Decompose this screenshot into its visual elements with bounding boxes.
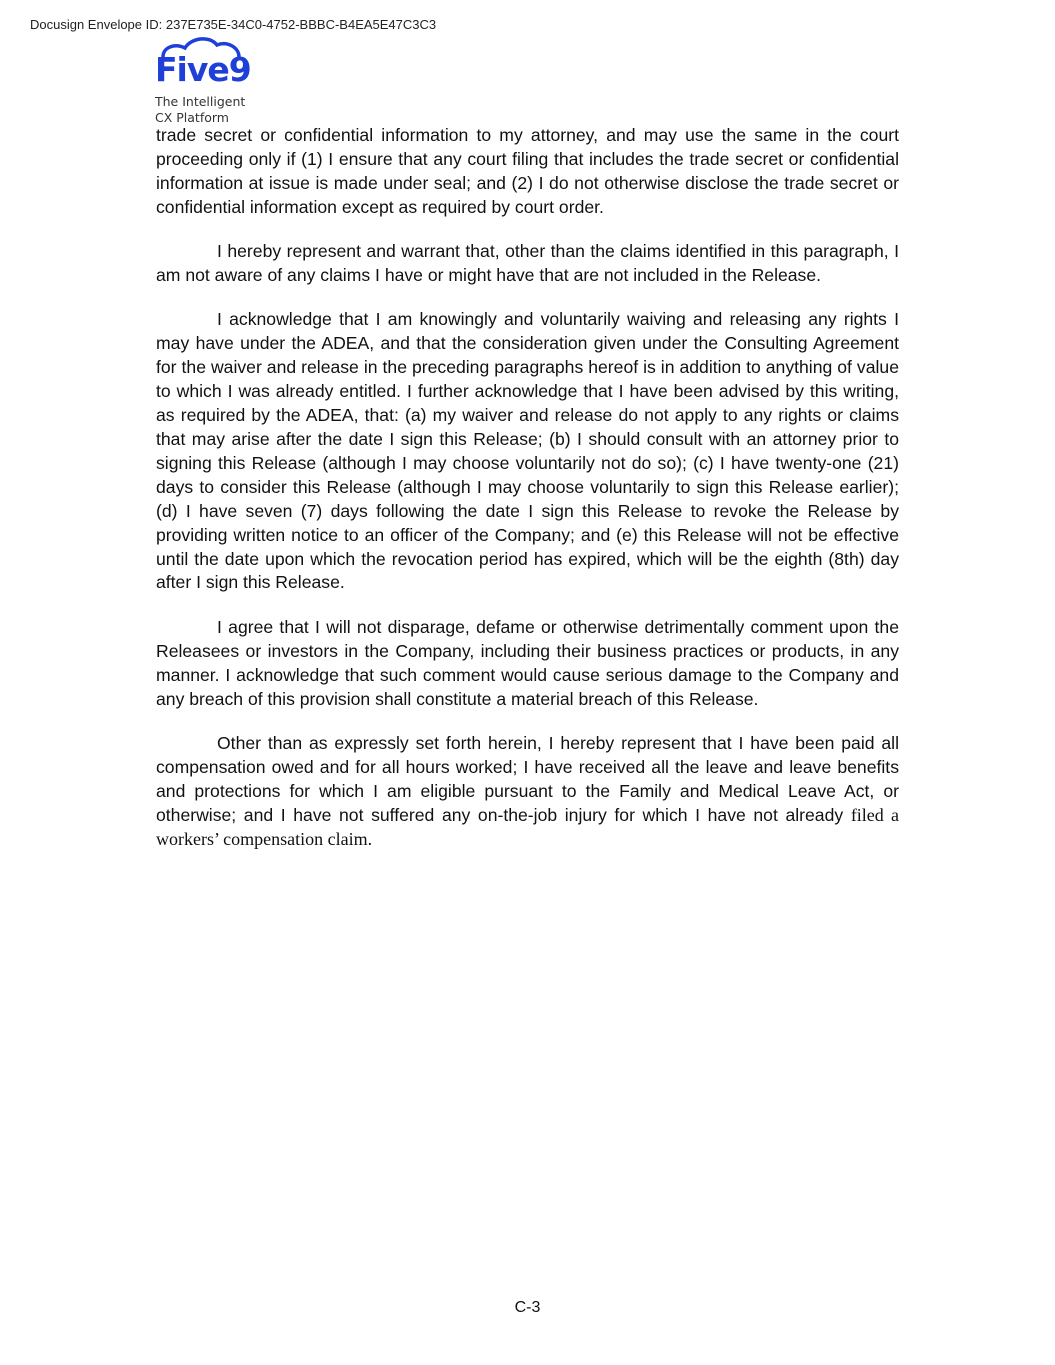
paragraph-adea-waiver: I acknowledge that I am knowingly and voluntarily waiving and releasing any rights I may have under the ADEA, and that the consideration given under the Consulting Agreement for the waiver and release in the preceding paragraphs hereof is in addition to anything of value to which I was already entitled. I further acknowledge that I have been advised by this writing, as required by the ADEA, that: (a) my waiver and release do not apply to any rights or claims that may arise after the date I sign this Release; (b) I should consult with an attorney prior to signing this Release (although I may choose voluntarily not do so); (c) I have twenty-one (21) days to consider this Release (although I may choose voluntarily to sign this Release earlier); (d) I have seven (7) days following the date I sign this Release to revoke the Release by providing written notice to an officer of the Company; and (e) this Release will not be effective until the date upon which the revocation period has expired, which will be the eighth (8th) day after I sign this Release. bbox=[156, 309, 899, 593]
paragraph-compensation bbox=[156, 732, 899, 852]
compensation-text-tail: filed a workers’ compensation claim. bbox=[156, 804, 900, 849]
logo-tagline-line2: CX Platform bbox=[155, 110, 229, 125]
logo-tagline-line1: The Intelligent bbox=[155, 94, 246, 109]
docusign-envelope-id: Docusign Envelope ID: 237E735E-34C0-4752-BBBC-B4EA5E47C3C3 bbox=[30, 17, 437, 32]
compensation-text: Other than as expressly set forth herein, I hereby represent that I have been paid all compensation owed and for all hours worked; I have received all the leave and leave benefits and protections for which I am eligible pursuant to the Family and Medical Leave Act, or otherwise; and I have not suffered any on-the-job injury for which I have not already bbox=[156, 732, 899, 825]
logo-wordmark: Five9 bbox=[155, 50, 251, 89]
paragraph-claims-warranty: I hereby represent and warrant that, other than the claims identified in this paragraph, I am not aware of any claims I have or might have that are not included in the Release. bbox=[156, 241, 899, 286]
document-body bbox=[156, 124, 899, 872]
paragraph-confidential-info: trade secret or confidential information to my attorney, and may use the same in the court proceeding only if (1) I ensure that any court filing that includes the trade secret or confidential information at issue is made under seal; and (2) I do not otherwise disclose the trade secret or confidential information except as required by court order. bbox=[156, 125, 899, 217]
paragraph-non-disparagement: I agree that I will not disparage, defame or otherwise detrimentally comment upon the Releasees or investors in the Company, including their business practices or products, in any manner. I acknowledge that such comment would cause serious damage to the Company and any breach of this provision shall constitute a material breach of this Release. bbox=[156, 616, 899, 709]
five9-logo bbox=[155, 35, 285, 127]
page-number: C-3 bbox=[514, 1299, 541, 1316]
